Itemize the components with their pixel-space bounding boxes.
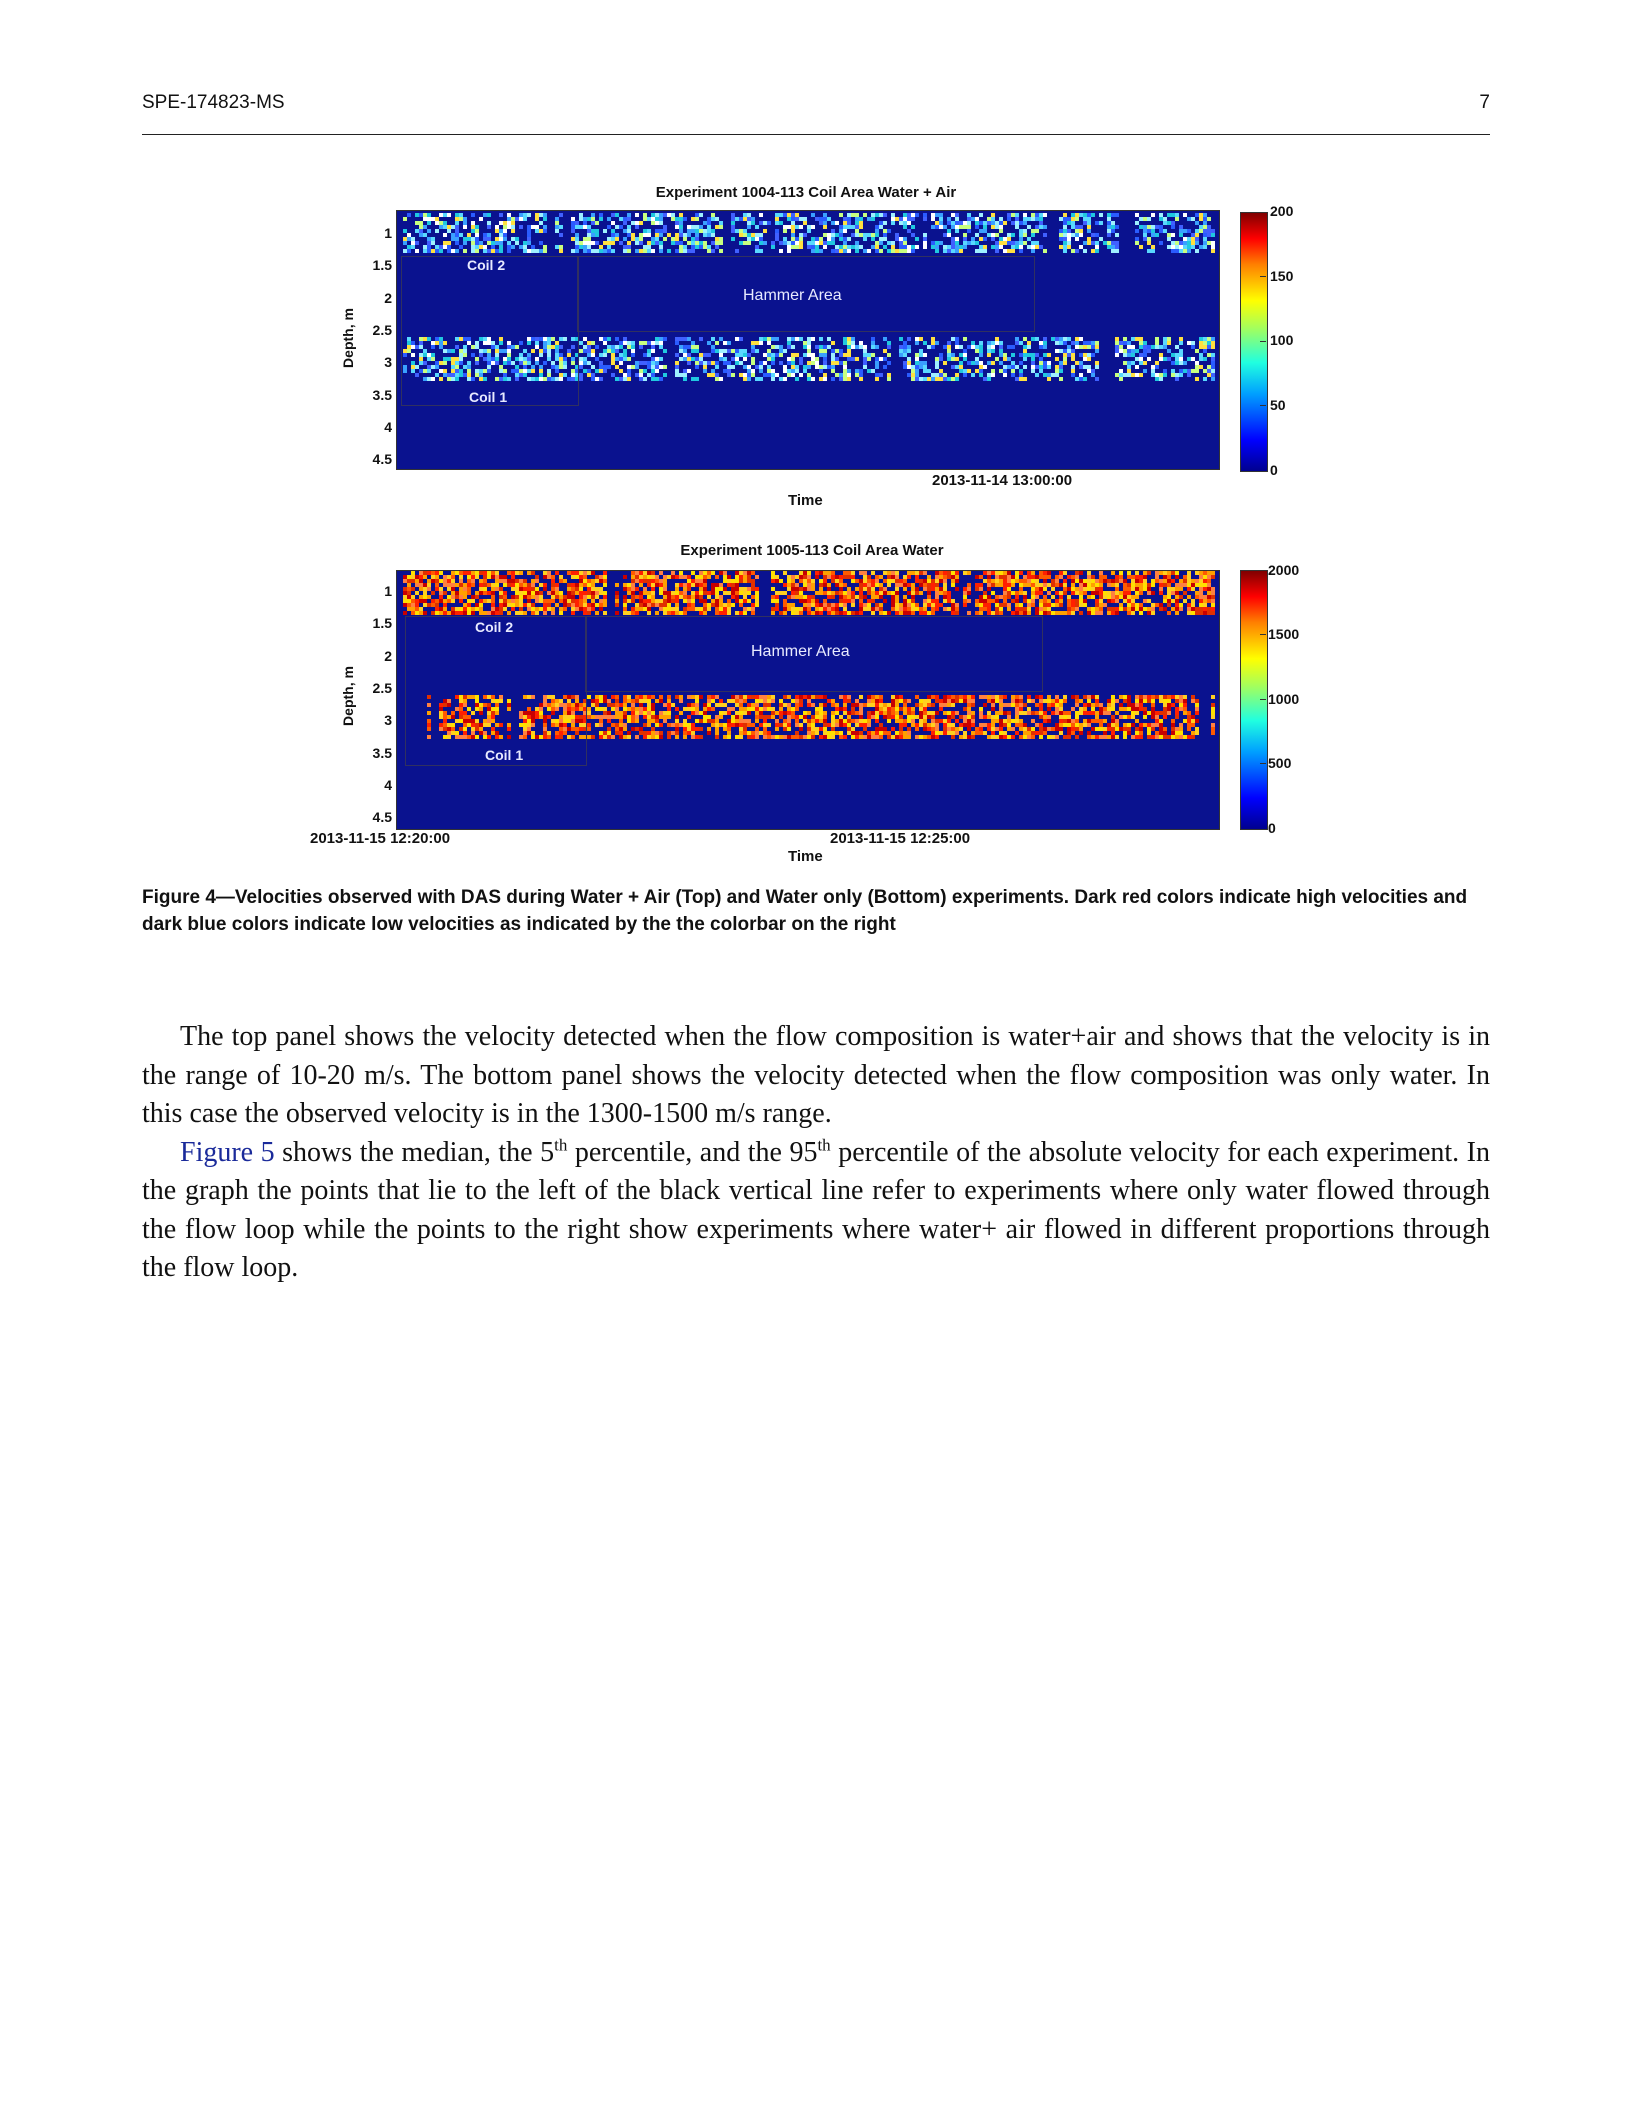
coil-box [405,616,587,766]
body-text [142,1018,1490,1288]
paragraph [142,1134,1490,1288]
cbar-tick: 0 [1268,820,1276,836]
ytick: 3 [384,354,392,370]
coil1-label: Coil 1 [469,389,508,405]
text-run: shows the median, the 5 [274,1136,555,1168]
cbar-tick: 1500 [1268,626,1300,642]
page-number: 7 [1479,92,1490,113]
top-panel-xlabel: Time [788,492,823,509]
bottom-panel-title: Experiment 1005-113 Coil Area Water [680,542,944,559]
text-run: percentile, and the 95 [567,1136,818,1168]
ytick: 2 [384,290,392,306]
ytick: 3 [384,712,392,728]
ytick: 2.5 [372,680,392,696]
cbar-tick: 1000 [1268,691,1300,707]
paragraph: The top panel shows the velocity detected when the flow composition is water+air and shows that the velocity is in the range of 10-20 m/s. The bottom panel shows the velocity detected when the flow composition was only water. In this case the observed velocity is in the 1300-1500 m/s range. [142,1021,1490,1129]
page-header [142,92,1490,135]
hammer-area-label: Hammer Area [751,643,850,660]
superscript: th [554,1135,568,1155]
cbar-tick: 500 [1268,755,1292,771]
coil2-label: Coil 2 [475,619,514,635]
ytick: 1.5 [372,615,392,631]
ytick: 4 [384,777,392,793]
bottom-panel-xlabel: Time [788,848,823,865]
coil-box [401,256,579,406]
top-panel-ylabel: Depth, m [339,308,356,368]
cbar-tick: 100 [1270,332,1294,348]
bottom-panel-ylabel: Depth, m [339,666,356,726]
cbar-tick: 2000 [1268,562,1300,578]
text-run: percentile of the absolute velocity for each experiment. In the graph the points that lie to the left of the black vertical line refer to experiments where only water flowed through the flow loop while the points to the right show experiments where water+ air flowed in different proportions through the flow loop. [142,1136,1491,1283]
ytick: 2.5 [372,322,392,338]
top-colorbar [1240,212,1268,472]
ytick: 4.5 [372,809,392,825]
cbar-tick: 150 [1270,268,1294,284]
ytick: 4 [384,419,392,435]
cbar-tick: 50 [1270,397,1286,413]
top-panel-timestamp: 2013-11-14 13:00:00 [932,472,1073,489]
ytick: 3.5 [372,387,392,403]
top-panel-title: Experiment 1004-113 Coil Area Water + Air [655,184,957,201]
cbar-tick: 0 [1270,462,1278,478]
bottom-panel-xtick-left: 2013-11-15 12:20:00 [310,830,451,847]
superscript: th [817,1135,831,1155]
ytick: 2 [384,648,392,664]
bottom-panel-xtick-mid: 2013-11-15 12:25:00 [830,830,971,847]
coil2-label: Coil 2 [467,257,506,273]
hammer-area-label: Hammer Area [743,287,842,304]
cbar-tick: 200 [1270,203,1294,219]
ytick: 1 [384,583,392,599]
bottom-colorbar [1240,570,1268,830]
figure-caption: Figure 4—Velocities observed with DAS during Water + Air (Top) and Water only (Bottom) experiments. Dark red colors indicate high velocities and dark blue colors indicate low velocities as indicated by the the colorbar on the right [142,887,1468,935]
ytick: 1.5 [372,257,392,273]
ytick: 1 [384,225,392,241]
coil1-label: Coil 1 [485,747,524,763]
figure-5-link[interactable]: Figure 5 [180,1136,275,1168]
bottom-panel-plot [396,570,1220,830]
top-panel-plot [396,210,1220,470]
ytick: 3.5 [372,745,392,761]
paper-id: SPE-174823-MS [142,92,285,113]
ytick: 4.5 [372,451,392,467]
